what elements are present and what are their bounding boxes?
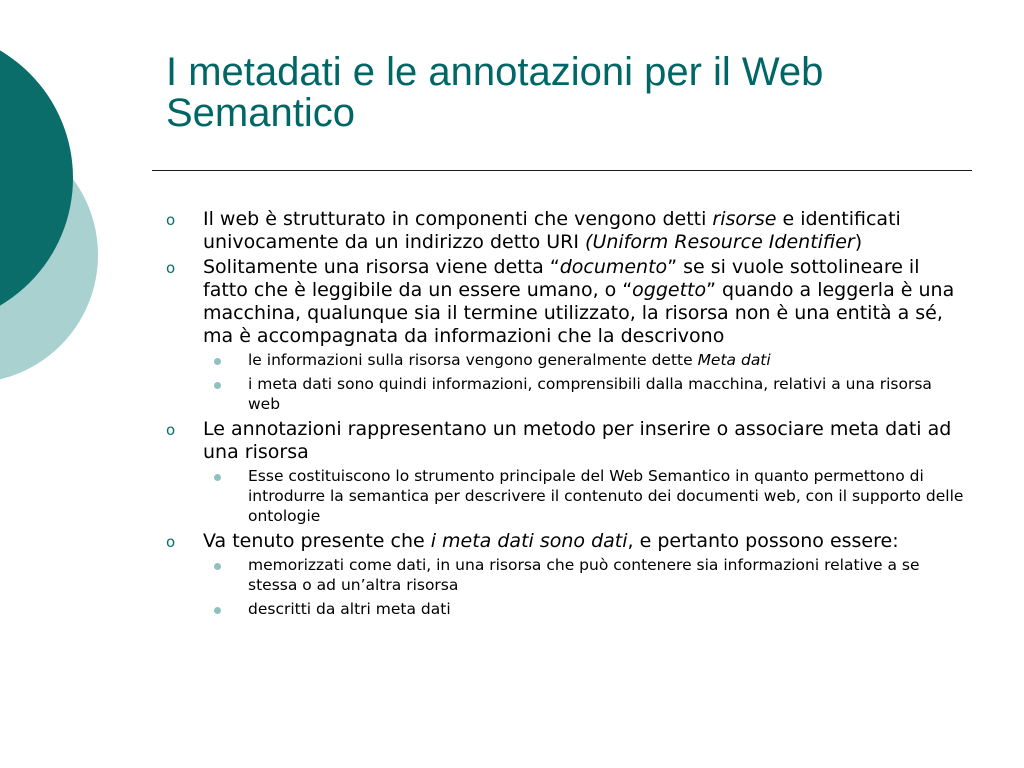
dot-bullet-icon [214,382,221,389]
sub-bullet-text [248,375,932,413]
hollow-bullet-icon: o [166,421,176,439]
bullet-list [166,208,966,619]
text-run: Solitamente una risorsa viene detta “ [203,256,560,278]
hollow-bullet-icon: o [166,533,176,551]
hollow-bullet-icon: o [166,259,176,277]
sub-bullet-item [166,466,966,526]
italic-text: (Uniform Resource Identifier [585,231,855,253]
bullet-text [203,208,901,253]
slide-title-line-2: Semantico [166,91,355,135]
title-divider [152,170,972,171]
bullet-text [203,530,899,552]
sub-bullet-item [166,350,966,370]
italic-text: i meta dati sono dati [430,530,628,552]
italic-text: Meta dati [697,351,771,369]
text-run: memorizzati come dati, in una risorsa che può contenere sia informazioni relative a se stessa o ad un’altra risorsa [248,556,920,594]
dot-bullet-icon [214,563,221,570]
bullet-item [166,418,966,464]
italic-text: risorse [712,208,777,230]
bullet-item [166,530,966,553]
text-run: , e pertanto possono essere: [627,530,899,552]
text-run: ” se si vuole sottolineare il fatto che è leggibile da un essere umano, o “ [203,256,920,301]
hollow-bullet-icon: o [166,211,176,229]
text-run: Va tenuto presente che [203,530,431,552]
dot-bullet-icon [214,358,221,365]
dot-bullet-icon [214,607,221,614]
text-run: e identificati univocamente da un indirizzo detto URI [203,208,901,253]
bullet-item [166,208,966,254]
text-run: Esse costituiscono lo strumento principale del Web Semantico in quanto permettono di introdurre la semantica per descrivere il contenuto dei documenti web, con il supporto delle ontologie [248,467,964,525]
text-run: le informazioni sulla risorsa vengono generalmente dette [248,351,698,369]
text-run: ) [854,231,863,253]
slide-title-line-1: I metadati e le annotazioni per il Web [166,50,824,94]
bullet-text [203,256,954,347]
sub-bullet-text [248,556,920,594]
sub-bullet-item [166,374,966,414]
decorative-circles [0,0,110,400]
bullet-text [203,418,951,463]
sub-bullet-text [248,600,451,618]
italic-text: documento [559,256,668,278]
text-run: ” quando a leggerla è una macchina, qualunque sia il termine utilizzato, la risorsa non è una entità a sé, ma è accompagnata da informazioni che la descrivono [203,279,955,347]
text-run: i meta dati sono quindi informazioni, comprensibili dalla macchina, relativi a una risorsa web [248,375,932,413]
dot-bullet-icon [214,474,221,481]
text-run: Le annotazioni rappresentano un metodo per inserire o associare meta dati ad una risorsa [203,418,952,463]
sub-bullet-text [248,467,963,525]
slide-title [166,52,986,134]
bullet-item [166,256,966,348]
sub-bullet-item [166,555,966,595]
sub-bullet-text [248,351,771,369]
text-run: Il web è strutturato in componenti che vengono detti [203,208,713,230]
sub-bullet-item [166,599,966,619]
text-run: descritti da altri meta dati [248,600,451,618]
italic-text: oggetto [632,279,707,301]
